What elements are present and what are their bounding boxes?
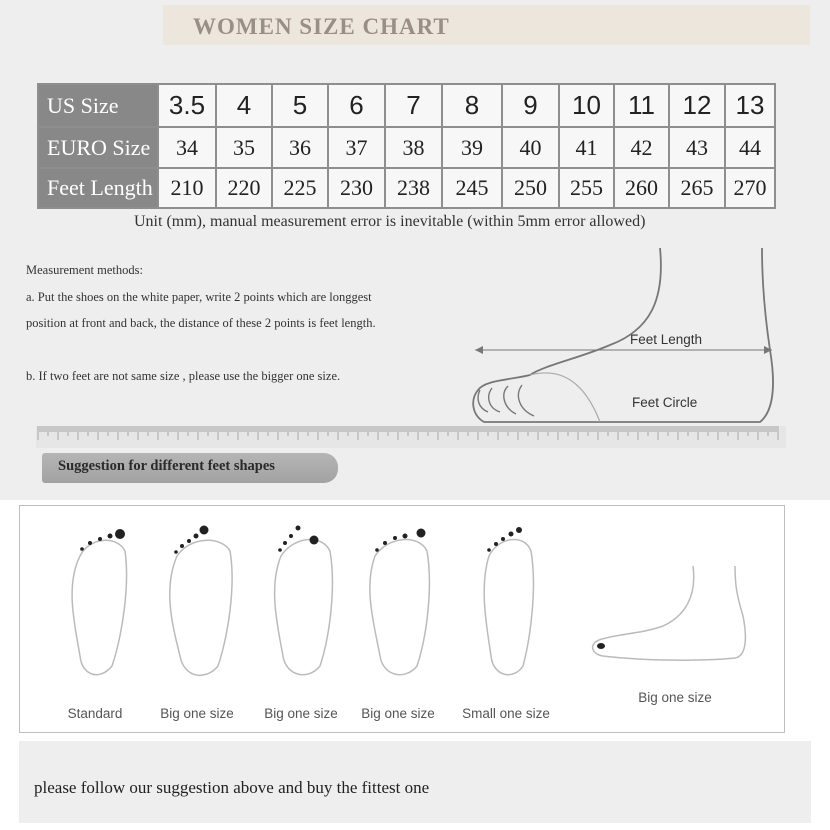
footer-band [19,741,811,823]
title-bar [163,5,810,45]
table-cell: 210 [158,168,216,208]
foot-shape-narrow [441,516,571,726]
table-cell: 5 [272,84,328,127]
table-cell: 270 [725,168,775,208]
table-cell: 4 [216,84,272,127]
table-cell: 43 [669,127,725,168]
row-label: US Size [38,84,158,127]
table-cell: 13 [725,84,775,127]
table-row-feet-length [38,168,775,208]
arrow-left-icon [475,346,483,354]
table-cell: 40 [502,127,559,168]
suggestion-banner: Suggestion for different feet shapes [42,453,338,483]
table-cell: 9 [502,84,559,127]
foot-shape-high-instep [585,516,775,726]
table-cell: 8 [442,84,502,127]
row-label: Feet Length [38,168,158,208]
measurement-step-a2: position at front and back, the distance of these 2 points is feet length. [26,316,376,330]
measurement-heading: Measurement methods: [26,263,143,277]
table-cell: 225 [272,168,328,208]
table-cell: 6 [328,84,385,127]
table-cell: 10 [559,84,614,127]
table-cell: 260 [614,168,669,208]
table-cell: 3.5 [158,84,216,127]
table-cell: 44 [725,127,775,168]
shape-label: Standard [67,706,123,721]
feet-shapes-panel [19,505,785,733]
table-cell: 11 [614,84,669,127]
table-cell: 255 [559,168,614,208]
table-cell: 7 [385,84,442,127]
page-title: WOMEN SIZE CHART [193,14,450,39]
size-table [37,83,776,209]
table-cell: 245 [442,168,502,208]
measurement-step-b: b. If two feet are not same size , please use the bigger one size. [26,369,341,383]
table-cell: 238 [385,168,442,208]
table-cell: 230 [328,168,385,208]
table-cell: 42 [614,127,669,168]
table-cell: 38 [385,127,442,168]
table-cell: 35 [216,127,272,168]
ruler-graphic [36,426,786,448]
shape-label: Small one size [462,706,550,721]
table-cell: 37 [328,127,385,168]
table-cell: 250 [502,168,559,208]
foot-measurement-diagram [470,240,780,430]
feet-length-label: Feet Length [630,332,703,347]
shape-label: Big one size [160,706,234,721]
shape-label: Big one size [638,690,712,705]
table-row-euro [38,127,775,168]
measurement-step-a1: a. Put the shoes on the white paper, write 2 points which are longgest [26,290,372,304]
footer-text: please follow our suggestion above and buy the fittest one [34,778,430,797]
table-cell: 12 [669,84,725,127]
feet-circle-label: Feet Circle [632,395,698,410]
table-row-us [38,84,775,127]
table-cell: 34 [158,127,216,168]
foot-narrow-icon [441,516,571,696]
table-cell: 39 [442,127,502,168]
unit-note: Unit (mm), manual measurement error is inevitable (within 5mm error allowed) [134,213,646,230]
table-cell: 220 [216,168,272,208]
row-label: EURO Size [38,127,158,168]
foot-high-instep-icon [585,516,775,686]
table-cell: 265 [669,168,725,208]
table-cell: 36 [272,127,328,168]
shape-label: Big one size [264,706,338,721]
shape-label: Big one size [361,706,435,721]
table-cell: 41 [559,127,614,168]
